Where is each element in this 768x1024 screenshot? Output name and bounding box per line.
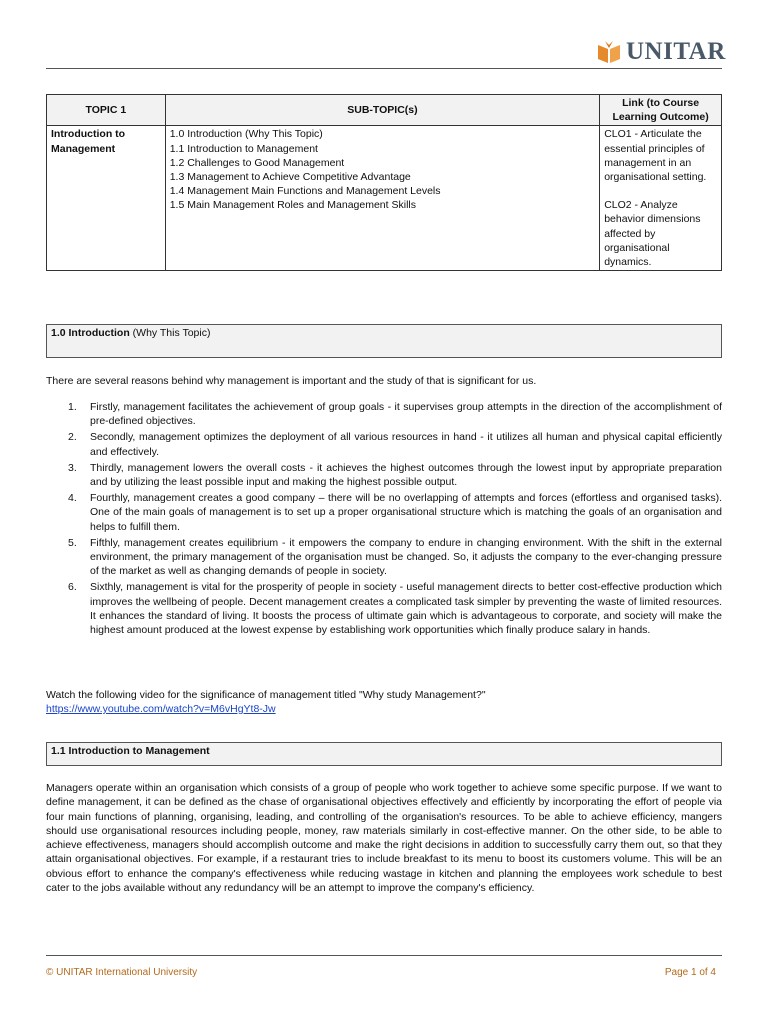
list-item-text: Firstly, management facilitates the achievement of group goals - it supervises group attempts in the direction of the accomplishment of pre-defined objectives.	[90, 401, 722, 428]
topic-name: Introduction to Management	[51, 128, 126, 155]
list-item: 1. Firstly, management facilitates the achievement of group goals - it supervises group attempts in the direction of the accomplishment of pre-defined objectives.	[68, 401, 722, 428]
section-heading-intro	[46, 324, 722, 358]
topic-table	[46, 94, 722, 271]
subtopic-header: SUB-TOPIC(s)	[165, 95, 600, 126]
table-row	[47, 126, 722, 271]
list-item: 2. Secondly, management optimizes the deployment of all various resources in hand - it utilizes all human and physical capital efficiently and effectively.	[68, 431, 722, 458]
page-number: Page 1 of 4	[664, 967, 716, 978]
section-1-1-paragraph: Managers operate within an organisation which consists of a group of people who work together to achieve some specific purpose. If we want to define management, it can be defined as the chase of organisational objectives effectively and efficiently by incorporating the effort of people via four main functions of planning, organising, leading, and controlling of the organisation's resources. To be able to achieve efficiency, mangers should use organisational resources including people, money, raw materials similarly in cost-effective manner. On the other side, to be able to achieve effectiveness, managers should accomplish outcome and make the right decisions in addition to successfully carry them out, so that they attain organisational objectives. For example, if a restaurant tries to include breakfast to its menu to boost its customers volume. This will be an obvious effort to enhance the company's effectiveness while reducing wastage in kitchen and planning the employees work schedule to best cater to the jobs available without any redundancy will be an attempt to improve the company's efficiency.	[46, 782, 722, 895]
list-item-text: Thirdly, management lowers the overall costs - it achieves the highest outcomes through the lowest input by appropriate preparation and by utilizing the least possible input and making the highest possible output.	[90, 461, 722, 489]
table-header-row	[47, 95, 722, 126]
section-heading-1-1	[46, 742, 722, 766]
subtopic-item: 1.0 Introduction (Why This Topic)	[169, 128, 323, 141]
clo-item: CLO1 - Articulate the essential principles of management in an organisational setting.	[604, 128, 707, 184]
topic-cell	[47, 126, 166, 271]
unitar-logo	[596, 38, 726, 66]
list-item-text: Fifthly, management creates equilibrium - it empowers the company to endure in changing environment. With the shift in the external environment, the primary management of the organisation must be changed. So, it adjusts the company to the ever-changing pressure of the market as well as changing demands of people in society.	[90, 536, 722, 578]
clo-item: CLO2 - Analyze behavior dimensions affected by organisational dynamics.	[604, 199, 701, 269]
footer-divider	[46, 955, 722, 956]
video-link[interactable]: https://www.youtube.com/watch?v=M6vHgYt8-Jw	[46, 703, 276, 715]
list-item: 6. Sixthly, management is vital for the prosperity of people in society - useful management directs to better cost-effective production which improves the wellbeing of people. Decent management creates a complicated task simpler by preventing the waste of limited resources. It enhances the standard of living. It boosts the process of ultimate gain which is advantageous to corporate, and society will make the highest amount produced at the lowest expense by establishing work opportunities which finally produce salary in hands.	[68, 581, 722, 637]
video-text: Watch the following video for the significance of management titled "Why study Management?"	[46, 689, 486, 701]
header-divider	[46, 68, 722, 69]
list-item-text: Fourthly, management creates a good company – there will be no overlapping of attempts and forces (effortless and organised tasks). One of the main goals of management is to set up a proper organisational structure which is matching the goals of an organisation and helps to fulfill them.	[90, 492, 722, 533]
section-title: 1.1 Introduction to Management	[51, 745, 210, 757]
reasons-list	[46, 400, 722, 639]
subtopic-item: 1.1 Introduction to Management	[169, 142, 318, 155]
topic-header: TOPIC 1	[47, 95, 166, 126]
list-item: 3. Thirdly, management lowers the overall costs - it achieves the highest outcomes through the lowest input by appropriate preparation and by utilizing the least possible input and making the highest possible output.	[68, 461, 722, 489]
book-icon	[596, 39, 622, 65]
section-title-suffix: (Why This Topic)	[129, 327, 211, 339]
section-title: 1.0 Introduction	[51, 327, 130, 339]
subtopic-cell	[165, 126, 600, 271]
intro-paragraph: There are several reasons behind why management is important and the study of that is significant for us.	[46, 375, 537, 387]
list-item-text: Sixthly, management is vital for the prosperity of people in society - useful management directs to better cost-effective production which improves the wellbeing of people. Decent management creates a complicated task simpler by preventing the waste of limited resources. It enhances the standard of living. It boosts the process of ultimate gain which is advantageous to corporate, and society will make the highest amount produced at the lowest expense by establishing work opportunities which finally produce salary in hands.	[90, 581, 722, 637]
footer-copyright: © UNITAR International University	[46, 967, 198, 978]
list-item: 5. Fifthly, management creates equilibrium - it empowers the company to endure in changing environment. With the shift in the external environment, the primary management of the organisation must be changed. So, it adjusts the company to the ever-changing pressure of the market as well as changing demands of people in society.	[68, 536, 722, 578]
clo-header: Link (to Course Learning Outcome)	[600, 95, 722, 126]
subtopic-item: 1.3 Management to Achieve Competitive Advantage	[169, 171, 411, 184]
list-item-text: Secondly, management optimizes the deployment of all various resources in hand - it utilizes all human and physical capital efficiently and effectively.	[90, 431, 722, 458]
subtopic-item: 1.5 Main Management Roles and Management Skills	[169, 199, 416, 212]
logo-text: UNITAR	[626, 38, 726, 65]
subtopic-item: 1.2 Challenges to Good Management	[169, 156, 345, 169]
clo-cell	[600, 126, 722, 271]
subtopic-item: 1.4 Management Main Functions and Management Levels	[169, 185, 441, 198]
list-item: 4. Fourthly, management creates a good company – there will be no overlapping of attempts and forces (effortless and organised tasks). One of the main goals of management is to set up a proper organisational structure which is matching the goals of an organisation and helps to fulfill them.	[68, 492, 722, 533]
